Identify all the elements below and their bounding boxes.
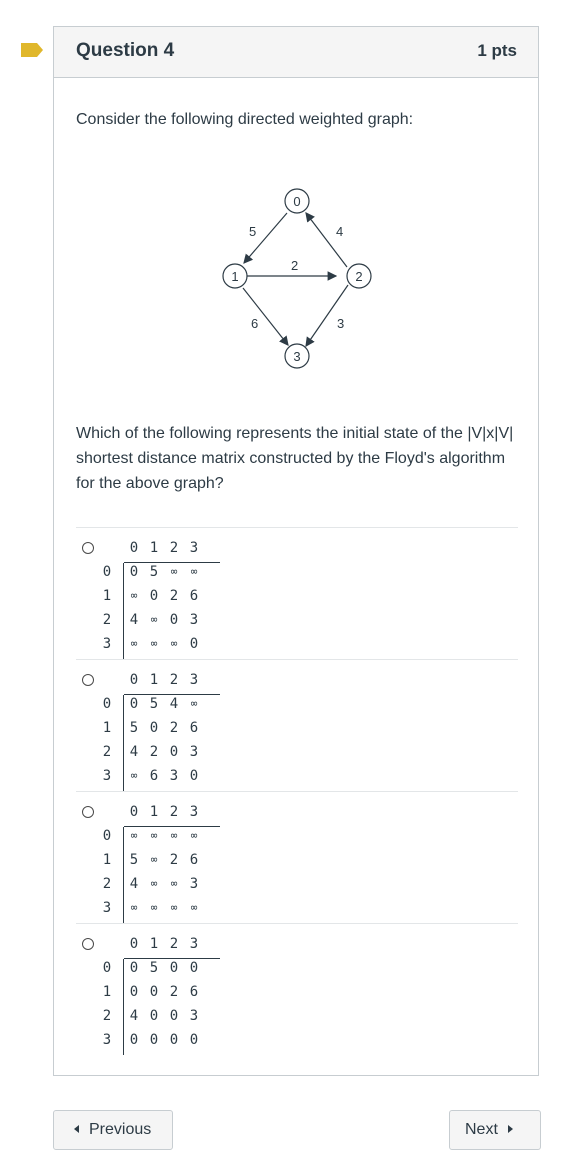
- edge-2-0: [306, 213, 347, 267]
- matrix-cell: ∞: [150, 829, 158, 842]
- matrix-row-header: 1: [102, 984, 112, 1000]
- matrix-row-header: 0: [102, 564, 112, 580]
- matrix-cell: 0: [149, 588, 159, 604]
- matrix-cell: ∞: [170, 565, 178, 578]
- matrix-cell: 0: [189, 1032, 199, 1048]
- matrix-cell: ∞: [130, 637, 138, 650]
- matrix-cell: 0: [129, 696, 139, 712]
- matrix-cell: ∞: [130, 829, 138, 842]
- matrix-cell: 0: [169, 1032, 179, 1048]
- question-card: [53, 26, 539, 1076]
- matrix-vertical-rule: [123, 695, 124, 791]
- graph-node-label-1: 1: [231, 269, 239, 284]
- graph-node-label-2: 2: [355, 269, 363, 284]
- answer-radio-2[interactable]: [82, 674, 94, 686]
- matrix-cell: ∞: [150, 637, 158, 650]
- matrix-col-header: 3: [189, 540, 199, 556]
- matrix-cell: 0: [189, 768, 199, 784]
- edge-1-3: [243, 288, 288, 345]
- matrix-vertical-rule: [123, 563, 124, 659]
- matrix-cell: 0: [169, 744, 179, 760]
- matrix-cell: ∞: [170, 901, 178, 914]
- matrix-col-header: 2: [169, 804, 179, 820]
- matrix-cell: 4: [129, 876, 139, 892]
- matrix-cell: 2: [169, 984, 179, 1000]
- matrix-row-header: 3: [102, 636, 112, 652]
- matrix-col-header: 0: [129, 804, 139, 820]
- matrix-col-header: 0: [129, 936, 139, 952]
- matrix-cell: ∞: [150, 877, 158, 890]
- matrix-cell: ∞: [150, 901, 158, 914]
- matrix-cell: 0: [149, 984, 159, 1000]
- matrix-cell: ∞: [190, 697, 198, 710]
- matrix-cell: ∞: [130, 589, 138, 602]
- matrix-cell: 2: [169, 588, 179, 604]
- edge-label-1-2: 2: [291, 258, 299, 273]
- matrix-cell: 0: [189, 636, 199, 652]
- question-prompt: Which of the following represents the initial state of the |V|x|V| shortest distance matrix constructed by the Floyd's algorithm for the above graph?: [76, 425, 514, 492]
- matrix-cell: 5: [129, 852, 139, 868]
- matrix-row-header: 2: [102, 1008, 112, 1024]
- next-button[interactable]: [449, 1110, 541, 1150]
- matrix-cell: 5: [129, 720, 139, 736]
- matrix-cell: ∞: [170, 877, 178, 890]
- matrix-row-header: 1: [102, 852, 112, 868]
- matrix-cell: 6: [189, 588, 199, 604]
- matrix-cell: 0: [149, 1008, 159, 1024]
- matrix-cell: 0: [169, 960, 179, 976]
- matrix-cell: 4: [129, 612, 139, 628]
- matrix-cell: 6: [189, 984, 199, 1000]
- matrix-horizontal-rule: [124, 826, 220, 827]
- matrix-cell: ∞: [170, 829, 178, 842]
- matrix-row-header: 2: [102, 744, 112, 760]
- matrix-cell: ∞: [170, 637, 178, 650]
- matrix-cell: ∞: [150, 613, 158, 626]
- matrix-horizontal-rule: [124, 694, 220, 695]
- matrix-cell: 5: [149, 696, 159, 712]
- matrix-cell: 0: [189, 960, 199, 976]
- question-intro: Consider the following directed weighted graph:: [76, 111, 414, 128]
- matrix-cell: ∞: [190, 829, 198, 842]
- matrix-col-header: 1: [149, 672, 159, 688]
- graph-node-label-3: 3: [293, 349, 301, 364]
- matrix-col-header: 0: [129, 672, 139, 688]
- matrix-cell: 2: [149, 744, 159, 760]
- matrix-horizontal-rule: [124, 958, 220, 959]
- caret-right-icon: [508, 1125, 513, 1133]
- matrix-cell: 0: [149, 720, 159, 736]
- bookmark-flag-icon[interactable]: [21, 43, 43, 57]
- matrix-row-header: 3: [102, 900, 112, 916]
- edge-label-1-3: 6: [251, 316, 259, 331]
- answer-option-3[interactable]: [76, 791, 518, 922]
- matrix-cell: 0: [169, 1008, 179, 1024]
- matrix-col-header: 1: [149, 804, 159, 820]
- matrix-cell: 5: [149, 960, 159, 976]
- matrix-row-header: 0: [102, 828, 112, 844]
- matrix-horizontal-rule: [124, 562, 220, 563]
- matrix-cell: 3: [169, 768, 179, 784]
- answer-radio-3[interactable]: [82, 806, 94, 818]
- matrix-col-header: 2: [169, 540, 179, 556]
- matrix-cell: 4: [129, 744, 139, 760]
- matrix-row-header: 1: [102, 720, 112, 736]
- matrix-cell: 3: [189, 744, 199, 760]
- matrix-cell: 6: [189, 852, 199, 868]
- matrix-cell: 3: [189, 612, 199, 628]
- matrix-vertical-rule: [123, 827, 124, 923]
- matrix-col-header: 2: [169, 936, 179, 952]
- matrix-cell: 3: [189, 876, 199, 892]
- matrix-col-header: 3: [189, 936, 199, 952]
- answer-radio-4[interactable]: [82, 938, 94, 950]
- answer-option-4[interactable]: [76, 923, 518, 1054]
- matrix-col-header: 1: [149, 936, 159, 952]
- matrix-cell: 4: [129, 1008, 139, 1024]
- matrix-row-header: 2: [102, 612, 112, 628]
- matrix-cell: 0: [129, 960, 139, 976]
- previous-label: Previous: [89, 1121, 152, 1138]
- matrix-cell: 0: [149, 1032, 159, 1048]
- matrix-row-header: 1: [102, 588, 112, 604]
- matrix-cell: 0: [129, 564, 139, 580]
- matrix-cell: ∞: [130, 901, 138, 914]
- matrix-row-header: 3: [102, 768, 112, 784]
- matrix-col-header: 1: [149, 540, 159, 556]
- matrix-cell: 2: [169, 852, 179, 868]
- matrix-cell: 0: [129, 984, 139, 1000]
- answer-option-1[interactable]: [76, 527, 518, 658]
- matrix-row-header: 0: [102, 960, 112, 976]
- matrix-cell: 6: [189, 720, 199, 736]
- matrix-cell: 5: [149, 564, 159, 580]
- matrix-col-header: 3: [189, 804, 199, 820]
- directed-graph-diagram: [214, 182, 384, 372]
- edge-label-0-1: 5: [249, 224, 257, 239]
- matrix-row-header: 2: [102, 876, 112, 892]
- matrix-vertical-rule: [123, 959, 124, 1055]
- answer-option-2[interactable]: [76, 659, 518, 790]
- matrix-cell: 0: [129, 1032, 139, 1048]
- matrix-col-header: 2: [169, 672, 179, 688]
- answer-radio-1[interactable]: [82, 542, 94, 554]
- graph-node-label-0: 0: [293, 194, 301, 209]
- question-points: 1 pts: [477, 41, 517, 60]
- matrix-col-header: 3: [189, 672, 199, 688]
- matrix-cell: ∞: [150, 853, 158, 866]
- caret-left-icon: [74, 1125, 79, 1133]
- question-header: [54, 27, 538, 78]
- matrix-cell: 6: [149, 768, 159, 784]
- matrix-row-header: 3: [102, 1032, 112, 1048]
- edge-label-2-3: 3: [337, 316, 345, 331]
- matrix-cell: ∞: [190, 565, 198, 578]
- next-label: Next: [465, 1121, 498, 1138]
- matrix-row-header: 0: [102, 696, 112, 712]
- question-title: Question 4: [76, 40, 175, 61]
- edge-label-2-0: 4: [336, 224, 344, 239]
- matrix-cell: 0: [169, 612, 179, 628]
- matrix-col-header: 0: [129, 540, 139, 556]
- matrix-cell: ∞: [130, 769, 138, 782]
- matrix-cell: 2: [169, 720, 179, 736]
- matrix-cell: 3: [189, 1008, 199, 1024]
- matrix-cell: ∞: [190, 901, 198, 914]
- matrix-cell: 4: [169, 696, 179, 712]
- previous-button[interactable]: [53, 1110, 173, 1150]
